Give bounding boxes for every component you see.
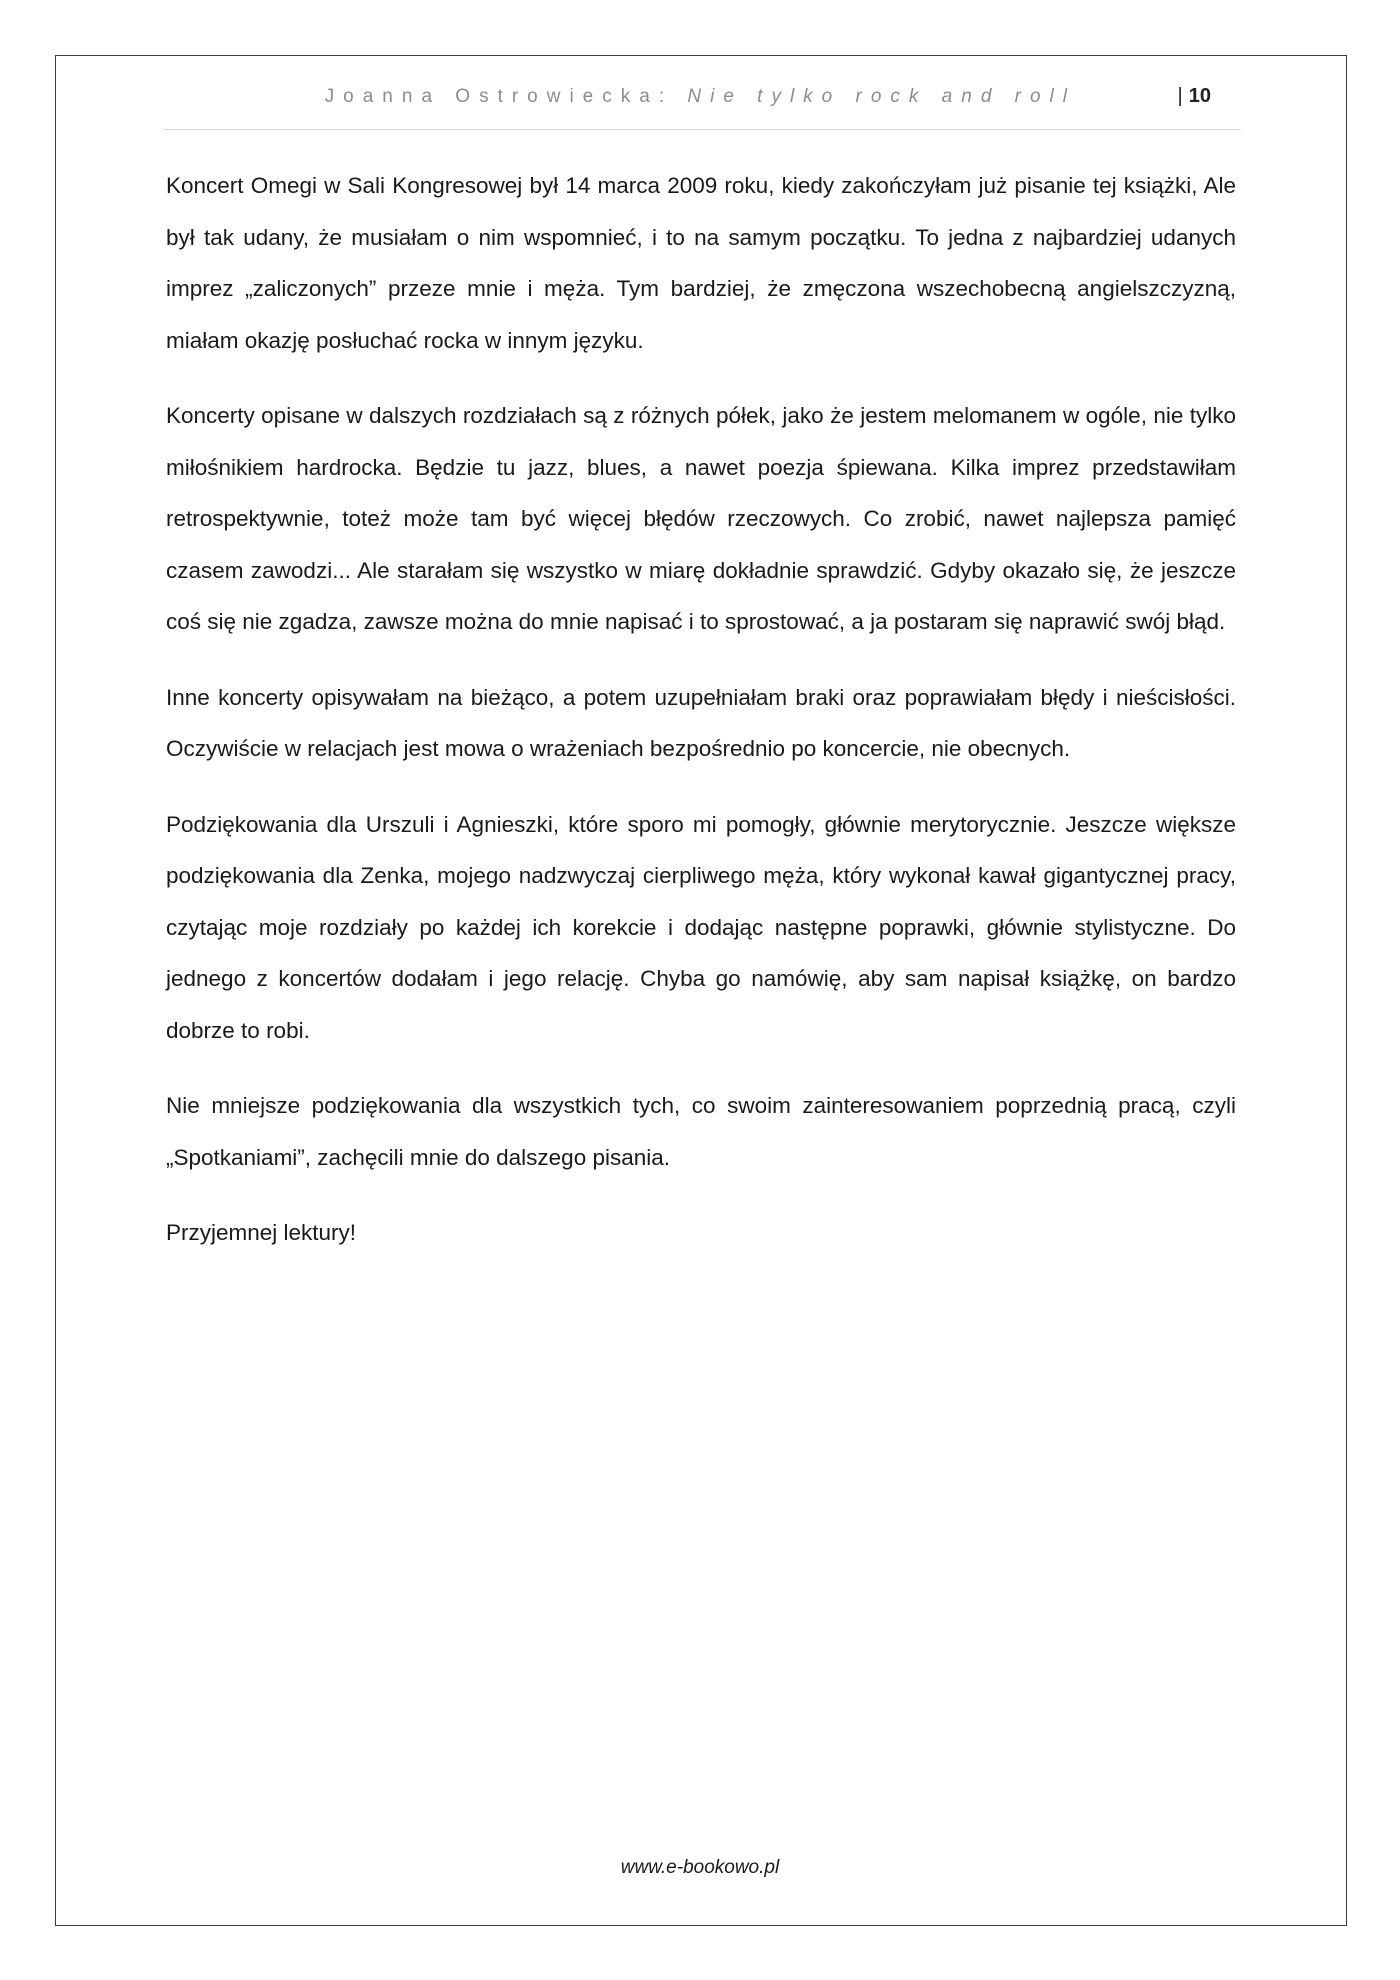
page-number [1178, 85, 1211, 108]
paragraph: Koncerty opisane w dalszych rozdziałach są z różnych półek, jako że jestem melomanem w ogóle, nie tylko miłośnikiem hardrocka. Będzie tu jazz, blues, a nawet poezja śpiewana. Kilka imprez przedstawiłam retrospektywnie, toteż może tam być więcej błędów rzeczowych. Co zrobić, nawet najlepsza pamięć czasem zawodzi... Ale starałam się wszystko w miarę dokładnie sprawdzić. Gdyby okazało się, że jeszcze coś się nie zgadza, zawsze można do mnie napisać i to sprostować, a ja postaram się naprawić swój błąd. [166, 403, 1236, 634]
body-text [166, 160, 1236, 1283]
paragraph: Podziękowania dla Urszuli i Agnieszki, które sporo mi pomogły, głównie merytorycznie. Jeszcze większe podziękowania dla Zenka, mojego nadzwyczaj cierpliwego męża, który wykonał kawał gigantycznej pracy, czytając moje rozdziały po każdej ich korekcie i dodając następne poprawki, głównie stylistyczne. Do jednego z koncertów dodałam i jego relację. Chyba go namówię, aby sam napisał książkę, on bardzo dobrze to robi. [166, 811, 1236, 1043]
paragraph: Inne koncerty opisywałam na bieżąco, a potem uzupełniałam braki oraz poprawiałam błędy i nieścisłości. Oczywiście w relacjach jest mowa o wrażeniach bezpośrednio po koncercie, nie obecnych. [166, 684, 1236, 761]
header-book-title: Nie tylko rock and roll [687, 86, 1076, 107]
header-title [325, 86, 1076, 108]
running-header [163, 84, 1241, 130]
paragraph: Koncert Omegi w Sali Kongresowej był 14 marca 2009 roku, kiedy zakończyłam już pisanie tej książki, Ale był tak udany, że musiałam o nim wspomnieć, i to na samym początku. To jedna z najbardziej udanych imprez „zaliczonych” przeze mnie i męża. Tym bardziej, że zmęczona wszechobecną angielszczyzną, miałam okazję posłuchać rocka w innym języku. [166, 173, 1236, 353]
page-number-value: 10 [1188, 85, 1211, 107]
footer-url: www.e-bookowo.pl [620, 1857, 780, 1878]
paragraph: Przyjemnej lektury! [166, 1220, 357, 1245]
header-author: Joanna Ostrowiecka: [324, 86, 688, 107]
paragraph: Nie mniejsze podziękowania dla wszystkich tych, co swoim zainteresowaniem poprzednią pracą, czyli „Spotkaniami”, zachęcili mnie do dalszego pisania. [166, 1093, 1236, 1170]
page-number-separator: | [1177, 85, 1183, 107]
